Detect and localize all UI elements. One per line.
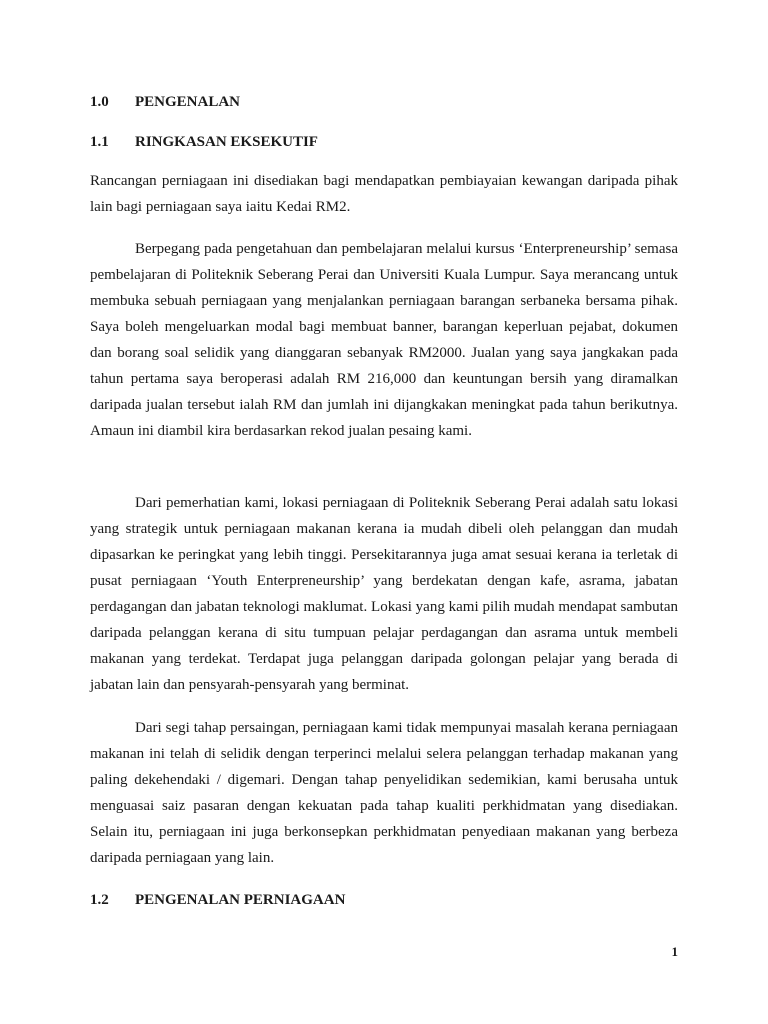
section-number: 1.0 xyxy=(90,94,109,110)
section-heading-1-2 xyxy=(90,892,345,909)
section-heading-1-1 xyxy=(90,134,318,151)
page-number: 1 xyxy=(671,944,678,959)
section-heading-1-0 xyxy=(90,94,240,111)
paragraph-background: Berpegang pada pengetahuan dan pembelajaran melalui kursus ‘Enterpreneurship’ semasa pembelajaran di Politeknik Seberang Perai dan Universiti Kuala Lumpur. Saya merancang untuk membuka sebuah perniagaan yang menjalankan perniagaan barangan serbaneka bersama pihak. Saya boleh mengeluarkan modal bagi membuat banner, barangan keperluan pejabat, dokumen dan borang soal selidik yang dianggaran sebanyak RM2000. Jualan yang saya jangkakan pada tahun pertama saya beroperasi adalah RM 216,000 dan keuntungan bersih yang diramalkan daripada jualan tersebut ialah RM dan jumlah ini dijangkakan meningkat pada tahun berikutnya. Amaun ini diambil kira berdasarkan rekod jualan pesaing kami. xyxy=(90,241,678,439)
section-title: PENGENALAN xyxy=(135,94,241,110)
section-number: 1.1 xyxy=(90,134,109,150)
section-number: 1.2 xyxy=(90,892,109,908)
paragraph-location: Dari pemerhatian kami, lokasi perniagaan di Politeknik Seberang Perai adalah satu lokasi yang strategik untuk perniagaan makanan kerana ia mudah dibeli oleh pelanggan dan mudah dipasarkan ke peringkat yang lebih tinggi. Persekitarannya juga amat sesuai kerana ia terletak di pusat perniagaan ‘Youth Enterpreneurship’ yang berdekatan dengan kafe, asrama, jabatan perdagangan dan jabatan teknologi maklumat. Lokasi yang kami pilih mudah mendapat sambutan daripada pelanggan kerana di situ tumpuan pelajar perdagangan dan asrama untuk membeli makanan yang terdekat. Terdapat juga pelanggan daripada golongan pelajar yang berada di jabatan lain dan pensyarah-pensyarah yang berminat. xyxy=(90,495,678,693)
section-title: RINGKASAN EKSEKUTIF xyxy=(135,134,318,150)
paragraph-competition: Dari segi tahap persaingan, perniagaan kami tidak mempunyai masalah kerana perniagaan makanan ini telah di selidik dengan terperinci melalui selera pelanggan terhadap makanan yang paling dekehendaki / digemari. Dengan tahap penyelidikan sedemikian, kami berusaha untuk menguasai saiz pasaran dengan kekuatan pada tahap kualiti perkhidmatan yang disediakan. Selain itu, perniagaan ini juga berkonsepkan perkhidmatan penyediaan makanan yang berbeza daripada perniagaan yang lain. xyxy=(90,720,678,866)
section-title: PENGENALAN PERNIAGAAN xyxy=(135,892,346,908)
paragraph-intro: Rancangan perniagaan ini disediakan bagi mendapatkan pembiayaian kewangan daripada pihak lain bagi perniagaan saya iaitu Kedai RM2. xyxy=(90,173,678,215)
